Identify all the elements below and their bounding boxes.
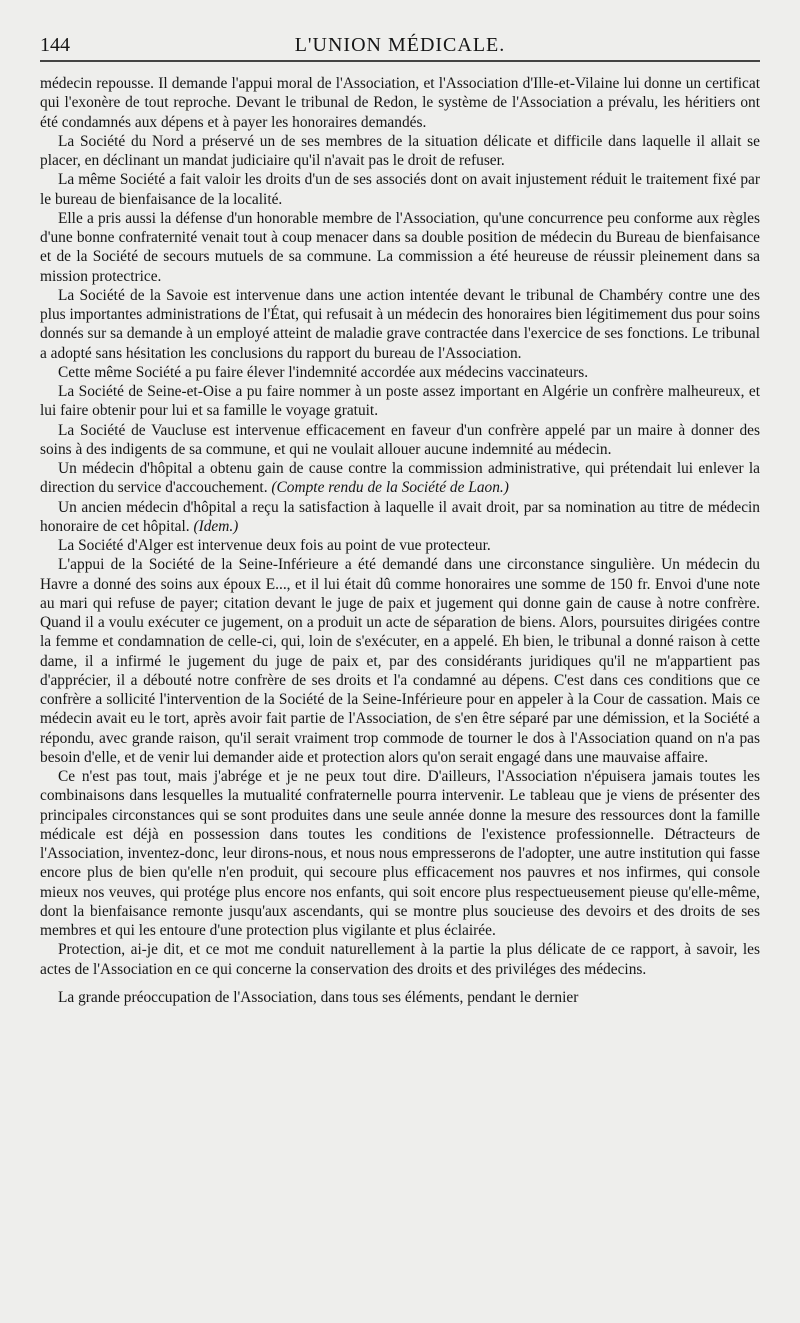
- source-citation: (Compte rendu de la Société de Laon.): [271, 479, 509, 497]
- journal-title: L'UNION MÉDICALE.: [294, 34, 506, 56]
- paragraph-protection: Protection, ai-je dit, et ce mot me conduit naturellement à la partie la plus délicate de ce rapport, à savoir, les actes de l'Association en ce qui concerne la conservation des droits et des priviléges des médecins.: [40, 941, 760, 978]
- paragraph-societe-du-nord: La Société du Nord a préservé un de ses membres de la situation délicate et difficile dans laquelle il allait se placer, en déclinant un mandat judiciaire qu'il n'avait pas le droit de refuser.: [40, 132, 760, 169]
- paragraph-savoie: La Société de la Savoie est intervenue dans une action intentée devant le tribunal de Chambéry contre une des plus importantes administrations de l'État, qui refusait à un médecin des honoraires bien légitimement dus pour soins donnés sur sa demande à un employé atteint de maladie grave contractée dans l'exercice de ses fonctions. Le tribunal a adopté sans hésitation les conclusions du rapport du bureau de l'Association.: [40, 286, 760, 362]
- running-head: [40, 30, 760, 62]
- paragraph-detracteurs: Ce n'est pas tout, mais j'abrége et je ne peux tout dire. D'ailleurs, l'Association n'épuisera jamais toutes les combinaisons dans lesquelles la mutualité confraternelle pourra intervenir. Le tableau que je viens de présenter des principales circonstances qui se sont produites dans une seule année donne la mesure des ressources dont la famille médicale est déjà en possession dans toutes les conditions de l'existence professionnelle. Détracteurs de l'Association, inventez-donc, leur dirons-nous, et nous nous empresserons de l'adopter, une autre institution qui fasse encore plus de bien qu'elle n'en produit, qui secoure plus efficacement nos pauvres et nos infirmes, qui console mieux nos veuves, qui protége plus encore nos enfants, qui soit encore plus respectueusement pieuse qu'elle-même, dont la bienfaisance remonte jusqu'aux ascendants, qui se montre plus soucieuse des devoirs et des droits de ses membres et qui les entoure d'une protection plus vigilante et plus éclairée.: [40, 768, 760, 939]
- paragraph-vaccinateurs: Cette même Société a pu faire élever l'indemnité accordée aux médecins vaccinateurs.: [58, 363, 589, 381]
- paragraph-seine-et-oise: La Société de Seine-et-Oise a pu faire nommer à un poste assez important en Algérie un confrère malheureux, et lui faire obtenir pour lui et sa famille le voyage gratuit.: [40, 383, 760, 420]
- page-number: 144: [40, 34, 70, 56]
- paragraph-vaucluse: La Société de Vaucluse est intervenue efficacement en faveur d'un confrère appelé par un maire à donner des soins à des indigents de sa commune, et qui ne voulait allouer aucune indemnité au médecin.: [40, 421, 760, 458]
- paragraph-medecin-honoraire: Un ancien médecin d'hôpital a reçu la satisfaction à laquelle il avait droit, par sa nomination au titre de médecin honoraire de cet hôpital. (Idem.): [40, 498, 760, 535]
- paragraph-laon-accouchement: Un médecin d'hôpital a obtenu gain de cause contre la commission administrative, qui prétendait lui enlever la direction du service d'accouchement. (Compte rendu de la Société de Laon.): [40, 460, 760, 497]
- paragraph-redon-verdict: médecin repousse. Il demande l'appui moral de l'Association, et l'Association d'Ille-et-Vilaine lui donne un certificat qui l'exonère de tout reproche. Devant le tribunal de Redon, le système de l'Association a prévalu, les héritiers ont été condamnés aux dépens et à payer les honoraires demandés.: [40, 75, 760, 131]
- source-citation: (Idem.): [193, 517, 239, 535]
- paragraph-alger: La Société d'Alger est intervenue deux fois au point de vue protecteur.: [58, 537, 491, 554]
- article-body: [40, 74, 760, 1007]
- paragraph-traitement-reduit: La même Société a fait valoir les droits d'un de ses associés dont on avait injustement réduit le traitement fixé par le bureau de bienfaisance de la localité.: [40, 171, 760, 208]
- paragraph-seine-inferieure: L'appui de la Société de la Seine-Inférieure a été demandé dans une circonstance singulière. Un médecin du Havre a donné des soins aux époux E..., et il lui était dû comme honoraires une somme de 150 fr. Envoi d'une note au mari qui refuse de payer; citation devant le juge de paix et jugement qui donne gain de cause à notre confrère. Quand il a voulu exécuter ce jugement, on a produit un acte de séparation de biens. Alors, poursuites dirigées contre la femme et condamnation de celle-ci, qui, loin de s'exécuter, en a appelé. Eh bien, le tribunal a donné raison à cette dame, il a infirmé le jugement du juge de paix et, par des considérants juridiques qu'il ne m'appartient pas d'apprécier, il a débouté notre confrère de ses droits et l'a condamné au dépens. C'est dans ces conditions que ce confrère a sollicité l'intervention de la Société de la Seine-Inférieure pour en appeler à la Cour de cassation. Mais ce médecin avait eu le tort, après avoir fait partie de l'Association, de s'en être séparé par une démission, et la Société a répondu, avec grande raison, qu'il serait vraiment trop commode de tourner le dos à l'Association quand on n'a pas besoin d'elle, et de venir lui demander aide et protection alors qu'on serait engagé dans une mauvaise affaire.: [40, 556, 760, 766]
- paragraph-defense-membre: Elle a pris aussi la défense d'un honorable membre de l'Association, qu'une concurrence peu conforme aux règles d'une bonne confraternité venait tout à coup menacer dans sa double position de médecin du Bureau de bienfaisance et de la Société de secours mutuels de sa commune. La commission a été heureuse de réussir pleinement dans sa mission protectrice.: [40, 209, 760, 285]
- paragraph-grande-preoccupation: La grande préoccupation de l'Association, dans tous ses éléments, pendant le dernier: [58, 988, 579, 1006]
